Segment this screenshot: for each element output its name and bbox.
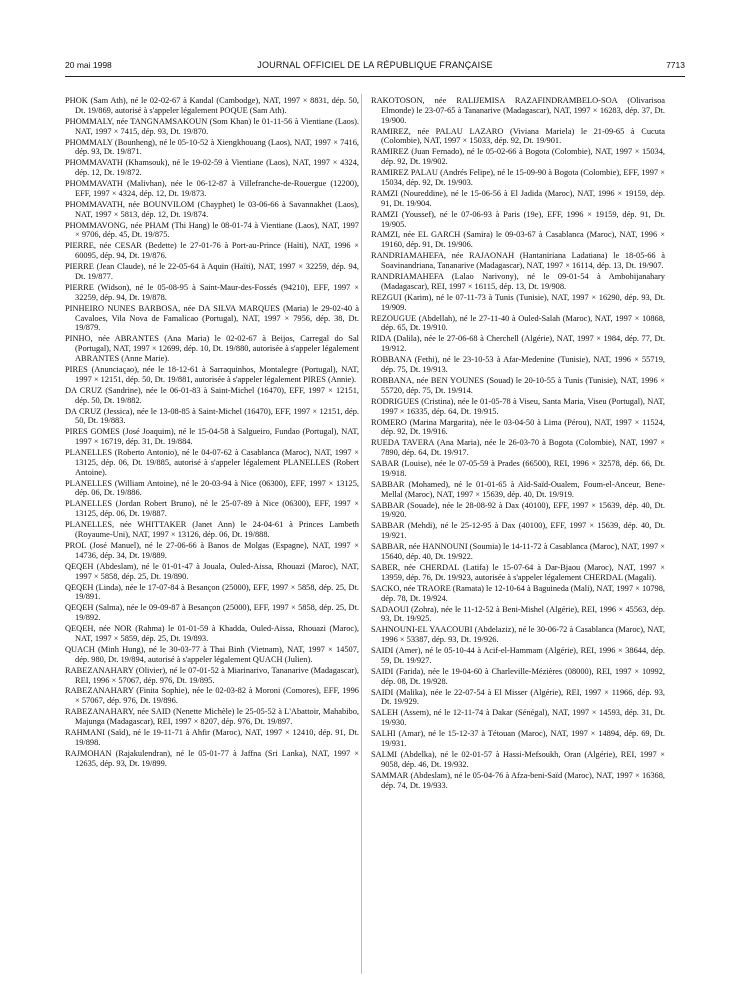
naturalization-entry: PIERRE (Widson), né le 05-08-95 à Saint-Maur-des-Fossés (94210), EFF, 1997 × 32259, dép. 94, Dt. 19/878. (65, 283, 359, 302)
naturalization-entry: DA CRUZ (Jessica), née le 13-08-85 à Saint-Michel (16470), EFF, 1997 × 12151, dép. 50, Dt. 19/883. (65, 406, 359, 426)
naturalization-entry: PINHEIRO NUNES BARBOSA, née DA SILVA MARQUES (Maria) le 29-02-40 à Cavaloes, Vila Nova de Famalicao (Portugal), NAT, 1997 × 7956, dép. 38, Dt. 19/879. (65, 303, 359, 333)
naturalization-entry: SABAR (Louise), née le 07-05-59 à Prades (66500), REI, 1996 × 32578, dép. 66, Dt. 19/918. (371, 459, 665, 478)
naturalization-entry: SABBAR (Souade), née le 28-08-92 à Dax (40100), EFF, 1997 × 15639, dép. 40, Dt. 19/920. (371, 500, 665, 520)
naturalization-entry: RAMIREZ (Juan Fernado), né le 05-02-66 à Bogota (Colombie), NAT, 1997 × 15034, dép. 92, Dt. 19/902. (371, 147, 665, 167)
naturalization-entry: RANDRIAMAHEFA (Lalao Narivony), né le 09-01-54 à Ambohijanahary (Madagascar), REI, 1997 × 16115, dép. 13, Dt. 19/908. (371, 272, 665, 291)
naturalization-entry: PIERRE, née CESAR (Bedette) le 27-01-76 à Port-au-Prince (Haïti), NAT, 1996 × 60095, dép. 94, Dt. 19/876. (65, 241, 359, 261)
naturalization-entry: RANDRIAMAHEFA, née RAJAONAH (Hantaniriana Ladatiana) le 18-05-66 à Soavinandriana, Tananarive (Madagascar), NAT, 1997 × 16114, dép. 13, Dt. 19/907. (371, 251, 665, 271)
naturalization-entry: QEQEH (Salma), née le 09-09-87 à Besançon (25000), EFF, 1997 × 5858, dép. 25, Dt. 19/892. (65, 603, 359, 623)
naturalization-entry: RAHMANI (Saïd), né le 19-11-71 à Ahfir (Maroc), NAT, 1997 × 12410, dép. 91, Dt. 19/898. (65, 728, 359, 747)
naturalization-entry: QEQEH (Linda), née le 17-07-84 à Besançon (25000), EFF, 1997 × 5858, dép. 25, Dt. 19/891. (65, 582, 359, 602)
left-column (65, 96, 359, 770)
naturalization-entry: RABEZANAHARY, née SAID (Nenette Michèle) le 25-05-52 à L'Abattoir, Mahabibo, Majunga (Madagascar), REI, 1997 × 8207, dép. 976, Dt. 19/897. (65, 707, 359, 727)
naturalization-entry: RAMZI (Noureddine), né le 15-06-56 à El Jadida (Maroc), NAT, 1996 × 19159, dép. 91, Dt. 19/904. (371, 188, 665, 208)
naturalization-entry: PLANELLES (William Antoine), né le 20-03-94 à Nice (06300), EFF, 1997 × 13125, dép. 06, Dt. 19/886. (65, 478, 359, 498)
naturalization-entry: SAMMAR (Abdeslam), né le 05-04-76 à Afza-beni-Saïd (Maroc), NAT, 1997 × 16368, dép. 74, Dt. 19/933. (371, 770, 665, 790)
naturalization-entry: QUACH (Minh Hung), né le 30-03-77 à Thai Binh (Vietnam), NAT, 1997 × 14507, dép. 980, Dt. 19/894, autorisé à s'appeler légalement QUACH (Julien). (65, 644, 359, 664)
naturalization-entry: SABBAR (Mehdi), né le 25-12-95 à Dax (40100), EFF, 1997 × 15639, dép. 40, Dt. 19/921. (371, 521, 665, 541)
naturalization-entry: REZGUI (Karim), né le 07-11-73 à Tunis (Tunisie), NAT, 1997 × 16290, dép. 93, Dt. 19/909. (371, 292, 665, 312)
naturalization-entry: RUEDA TAVERA (Ana Maria), née le 26-03-70 à Bogota (Colombie), NAT, 1997 × 7890, dép. 64, Dt. 19/917. (371, 438, 665, 458)
naturalization-entry: PHOMMAVATH, née BOUNVILOM (Chayphet) le 03-06-66 à Savannakhet (Laos), NAT, 1997 × 5813, dép. 12, Dt. 19/874. (65, 199, 359, 219)
naturalization-entry: SABBAR (Mohamed), né le 01-01-65 à Aïd-Saïd-Oualem, Foum-el-Anceur, Bene-Mellal (Maroc), NAT, 1997 × 15639, dép. 40, Dt. 19/919. (371, 479, 665, 499)
naturalization-entry: PHOMMALY, née TANGNAMSAKOUN (Som Khan) le 01-11-56 à Vientiane (Laos). NAT, 1997 × 7415, dép. 93, Dt. 19/870. (65, 116, 359, 136)
naturalization-entry: RAMIREZ PALAU (Andrés Felipe), né le 15-09-90 à Bogota (Colombie), EFF, 1997 × 15034, dép. 92, Dt. 19/903. (371, 168, 665, 187)
journal-title: JOURNAL OFFICIEL DE LA RÉPUBLIQUE FRANÇAISE (257, 60, 493, 70)
right-column (371, 96, 665, 792)
naturalization-entry: PHOK (Sam Ath), né le 02-02-67 à Kandal (Cambodge), NAT, 1997 × 8831, dép. 50, Dt. 19/869, autorisé à s'appeler légalement POQUE (Sam Ath). (65, 96, 359, 115)
header-date: 20 mai 1998 (65, 60, 112, 70)
naturalization-entry: QEQEH, née NOR (Rahma) le 01-01-59 à Khadda, Ouled-Aissa, Rhouazi (Maroc), NAT, 1997 × 5859, dép. 25, Dt. 19/893. (65, 624, 359, 643)
naturalization-entry: RAMIREZ, née PALAU LAZARO (Viviana Mariela) le 21-09-65 à Cucuta (Colombie), NAT, 1997 × 15033, dép. 92, Dt. 19/901. (371, 126, 665, 146)
naturalization-entry: PHOMMAVATH (Malivhan), née le 06-12-87 à Villefranche-de-Rouergue (12200), EFF, 1997 × 4324, dép. 12, Dt. 19/873. (65, 179, 359, 198)
naturalization-entry: PHOMMALY (Bounheng), né le 05-10-52 à Xiengkhouang (Laos), NAT, 1997 × 7416, dép. 93, Dt. 19/871. (65, 137, 359, 157)
naturalization-entry: ROBBANA, née BEN YOUNES (Souad) le 20-10-55 à Tunis (Tunisie), NAT, 1996 × 55720, dép. 75, Dt. 19/914. (371, 375, 665, 395)
naturalization-entry: SAIDI (Malika), née le 22-07-54 à El Misser (Algérie), REI, 1997 × 11966, dép. 93, Dt. 19/929. (371, 687, 665, 707)
naturalization-entry: DA CRUZ (Sandrine), née le 06-01-83 à Saint-Michel (16470), EFF, 1997 × 12151, dép. 50, Dt. 19/882. (65, 385, 359, 405)
naturalization-entry: PLANELLES, née WHITTAKER (Janet Ann) le 24-04-61 à Princes Lambeth (Royaume-Uni), NAT, 1997 × 13126, dép. 06, Dt. 19/888. (65, 520, 359, 540)
naturalization-entry: SABER, née CHERDAL (Latifa) le 15-07-64 à Dar-Bjaou (Maroc), NAT, 1997 × 13959, dép. 76, Dt. 19/923, autorisée à s'appeler légalement CHERDAL (Magali). (371, 562, 665, 582)
naturalization-entry: PHOMMAVONG, née PHAM (Thi Hang) le 08-01-74 à Vientiane (Laos), NAT, 1997 × 9706, dép. 45, Dt. 19/875. (65, 220, 359, 240)
naturalization-entry: RODRIGUES (Cristina), née le 01-05-78 à Viseu, Santa Maria, Viseu (Portugal), NAT, 1997 × 16335, dép. 64, Dt. 19/915. (371, 396, 665, 416)
naturalization-entry: RAJMOHAN (Rajakulendran), né le 05-01-77 à Jaffna (Sri Lanka), NAT, 1997 × 12635, dép. 93, Dt. 19/899. (65, 748, 359, 768)
naturalization-entry: SALHI (Amar), né le 15-12-37 à Tétouan (Maroc), NAT, 1997 × 14894, dép. 69, Dt. 19/931. (371, 729, 665, 749)
naturalization-entry: ROBBANA (Fethi), né le 23-10-53 à Afar-Medenine (Tunisie), NAT, 1996 × 55719, dép. 75, Dt. 19/913. (371, 355, 665, 374)
naturalization-entry: SADAOUI (Zohra), née le 11-12-52 à Beni-Mishel (Algérie), REI, 1996 × 45563, dép. 93, Dt. 19/925. (371, 604, 665, 624)
naturalization-entry: PIERRE (Jean Claude), né le 22-05-64 à Aquin (Haïti), NAT, 1997 × 32259, dép. 94, Dt. 19/877. (65, 262, 359, 282)
naturalization-entry: SABBAR, née HANNOUNI (Soumia) le 14-11-72 à Casablanca (Maroc), NAT, 1997 × 15640, dép. 40, Dt. 19/922. (371, 542, 665, 561)
naturalization-entry: SALEH (Assem), né le 12-11-74 à Dakar (Sénégal), NAT, 1997 × 14593, dép. 31, Dt. 19/930. (371, 708, 665, 728)
naturalization-entry: ROMERO (Marina Margarita), née le 03-04-50 à Lima (Pérou), NAT, 1997 × 11524, dép. 92, Dt. 19/916. (371, 417, 665, 437)
naturalization-entry: SAHNOUNI-EL YAACOUBI (Abdelaziz), né le 30-06-72 à Casablanca (Maroc), NAT, 1996 × 53387, dép. 93, Dt. 19/926. (371, 625, 665, 645)
naturalization-entry: SALMI (Abdelka), né le 02-01-57 à Hassi-Mefsoukh, Oran (Algérie), REI, 1997 × 9058, dép. 46, Dt. 19/932. (371, 750, 665, 769)
naturalization-entry: RAMZI, née EL GARCH (Samira) le 09-03-67 à Casablanca (Maroc), NAT, 1996 × 19160, dép. 91, Dt. 19/906. (371, 230, 665, 250)
naturalization-entry: PIRES GOMES (José Joaquim), né le 15-04-58 à Salgueiro, Fundao (Portugal), NAT, 1997 × 16719, dép. 31, Dt. 19/884. (65, 427, 359, 447)
column-divider (361, 94, 362, 974)
naturalization-entry: PLANELLES (Jordan Robert Bruno), né le 25-07-89 à Nice (06300), EFF, 1997 × 13125, dép. 06, Dt. 19/887. (65, 499, 359, 519)
naturalization-entry: REZOUGUE (Abdellah), né le 27-11-40 à Ouled-Salah (Maroc), NAT, 1997 × 10868, dép. 65, Dt. 19/910. (371, 313, 665, 333)
naturalization-entry: PLANELLES (Roberto Antonio), né le 04-07-62 à Casablanca (Maroc), NAT, 1997 × 13125, dép. 06, Dt. 19/885, autorisé à s'appeler légalement PLANELLES (Robert Antoine). (65, 448, 359, 477)
naturalization-entry: RABEZANAHARY (Olivier), né le 07-01-52 à Miarinarivo, Tananarive (Madagascar), REI, 1996 × 57067, dép. 976, Dt. 19/895. (65, 665, 359, 685)
naturalization-entry: RAMZI (Youssef), né le 07-06-93 à Paris (19e), EFF, 1996 × 19159, dép. 91, Dt. 19/905. (371, 209, 665, 229)
naturalization-entry: PHOMMAVATH (Khamsouk), né le 19-02-59 à Vientiane (Laos), NAT, 1997 × 4324, dép. 12, Dt. 19/872. (65, 158, 359, 178)
naturalization-entry: RIDA (Dalila), née le 27-06-68 à Cherchell (Algérie), NAT, 1997 × 1984, dép. 77, Dt. 19/912. (371, 334, 665, 354)
naturalization-entry: PINHO, née ABRANTES (Ana Maria) le 02-02-67 à Beijos, Carregal do Sal (Portugal), NAT, 1997 × 12699, dép. 10, Dt. 19/880, autorisée à s'appeler légalement ABRANTES (Anne Marie). (65, 334, 360, 363)
naturalization-entry: SACKO, née TRAORE (Ramata) le 12-10-64 à Baguineda (Mali), NAT, 1997 × 10798, dép. 78, Dt. 19/924. (371, 583, 665, 603)
header-rule (65, 76, 685, 77)
naturalization-entry: SAIDI (Farida), née le 19-04-60 à Charleville-Mézières (08000), REI, 1997 × 10992, dép. 08, Dt. 19/928. (371, 666, 665, 686)
page-number: 7713 (666, 60, 685, 70)
naturalization-entry: RABEZANAHARY (Finita Sophie), née le 02-03-82 à Moroni (Comores), EFF, 1996 × 57067, dép. 976, Dt. 19/896. (65, 686, 359, 706)
naturalization-entry: PIRES (Anunciaçao), née le 18-12-61 à Sarraquinhos, Montalegre (Portugal), NAT, 1997 × 12151, dép. 50, Dt. 19/881, autorisée à s'appeler légalement PIRES (Annie). (65, 364, 359, 384)
naturalization-entry: SAIDI (Amer), né le 05-10-44 à Acif-el-Hammam (Algérie), REI, 1996 × 38644, dép. 59, Dt. 19/927. (371, 646, 665, 665)
naturalization-entry: PROL (José Manuel), né le 27-06-66 à Banos de Molgas (Espagne), NAT, 1997 × 14736, dép. 34, Dt. 19/889. (65, 541, 359, 560)
naturalization-entry: QEQEH (Abdeslam), né le 01-01-47 à Jouala, Ouled-Aissa, Rhouazi (Maroc), NAT, 1997 × 5858, dép. 25, Dt. 19/890. (65, 561, 359, 581)
naturalization-entry: RAKOTOSON, née RALIJEMISA RAZAFINDRAMBELO-SOA (Olivarisoa Elmonde) le 23-07-65 à Tananarive (Madagascar), NAT, 1997 × 16283, dép. 37, Dt. 19/900. (371, 96, 665, 125)
page-header (65, 60, 685, 74)
